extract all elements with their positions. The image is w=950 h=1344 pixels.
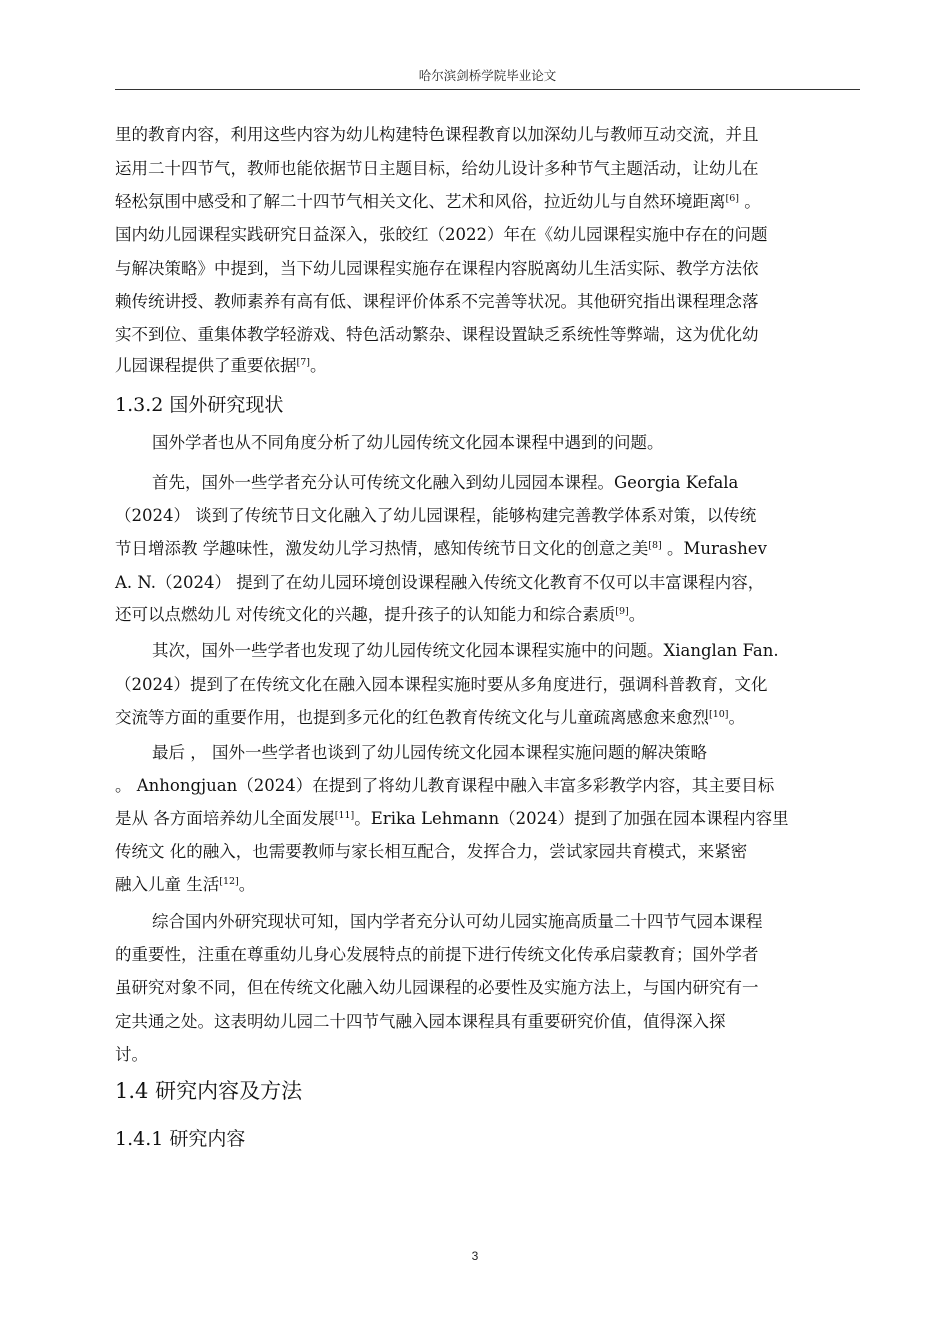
text-line: 国外学者也从不同角度分析了幼儿园传统文化园本课程中遇到的问题。 <box>152 433 664 452</box>
citation: [7] <box>296 357 310 368</box>
citation: [9] <box>615 606 629 617</box>
section-heading-1-4-1: 1.4.1 研究内容 <box>115 1128 246 1150</box>
text-line: 综合国内外研究现状可知，国内学者充分认可幼儿园实施高质量二十四节气园本课程 <box>152 912 763 931</box>
text-line: 讨。 <box>115 1045 148 1064</box>
section-heading-1-3-2: 1.3.2 国外研究现状 <box>115 394 284 416</box>
text-line: 运用二十四节气，教师也能依据节日主题目标，给幼儿设计多种节气主题活动，让幼儿在 <box>115 159 759 178</box>
text-line: 赖传统讲授、教师素养有高有低、课程评价体系不完善等状况。其他研究指出课程理念落 <box>115 292 759 311</box>
text-line: 最后 ， 国外一些学者也谈到了幼儿园传统文化园本课程实施问题的解决策略 <box>152 743 707 762</box>
text-line: 的重要性，注重在尊重幼儿身心发展特点的前提下进行传统文化传承启蒙教育；国外学者 <box>115 945 759 964</box>
text-line: 里的教育内容，利用这些内容为幼儿构建特色课程教育以加深幼儿与教师互动交流，并且 <box>115 125 759 144</box>
text-line: （2024）提到了在传统文化在融入园本课程实施时要从多角度进行，强调科普教育，文化 <box>115 675 768 694</box>
citation: [8] <box>648 540 662 551</box>
section-heading-1-4: 1.4 研究内容及方法 <box>115 1079 303 1103</box>
text-line: 。 Anhongjuan（2024）在提到了将幼儿教育课程中融入丰富多彩教学内容，其主要目标 <box>115 776 775 795</box>
text-line: 虽研究对象不同，但在传统文化融入幼儿园课程的必要性及实施方法上，与国内研究有一 <box>115 978 759 997</box>
text-line: 定共通之处。这表明幼儿园二十四节气融入园本课程具有重要研究价值，值得深入探 <box>115 1012 726 1031</box>
page-number: 3 <box>471 1249 479 1263</box>
text-line: 交流等方面的重要作用，也提到多元化的红色教育传统文化与儿童疏离感愈来愈烈[10]。 <box>115 708 746 727</box>
text-line: 首先，国外一些学者充分认可传统文化融入到幼儿园园本课程。Georgia Kefala <box>152 473 739 492</box>
text-line: 实不到位、重集体教学轻游戏、特色活动繁杂、课程设置缺乏系统性等弊端，这为优化幼 <box>115 325 759 344</box>
text-line: 融入儿童 生活[12]。 <box>115 875 256 894</box>
citation: [11] <box>334 810 355 821</box>
text-line: 传统文 化的融入，也需要教师与家长相互配合，发挥合力，尝试家园共育模式，来紧密 <box>115 842 748 861</box>
text-line: 是从 各方面培养幼儿全面发展[11]。Erika Lehmann（2024）提到了加强在园本课程内容里 <box>115 809 789 828</box>
citation: [6] <box>725 193 739 204</box>
text-line: 还可以点燃幼儿 对传统文化的兴趣，提升孩子的认知能力和综合素质[9]。 <box>115 605 646 624</box>
text-line: A. N.（2024） 提到了在幼儿园环境创设课程融入传统文化教育不仅可以丰富课程内容， <box>115 573 765 592</box>
text-line: 节日增添教 学趣味性，激发幼儿学习热情，感知传统节日文化的创意之美[8] 。Murashev <box>115 539 767 558</box>
text-line: 其次，国外一些学者也发现了幼儿园传统文化园本课程实施中的问题。Xianglan Fan. <box>152 641 779 660</box>
header-rule <box>115 89 860 90</box>
text-line: 与解决策略》中提到，当下幼儿园课程实施存在课程内容脱离幼儿生活实际、教学方法依 <box>115 259 759 278</box>
page-header: 哈尔滨剑桥学院毕业论文 <box>418 68 557 83</box>
text-line: （2024） 谈到了传统节日文化融入了幼儿园课程，能够构建完善教学体系对策，以传统 <box>115 506 757 525</box>
text-line: 儿园课程提供了重要依据[7]。 <box>115 356 327 375</box>
citation: [12] <box>219 876 239 887</box>
text-line: 国内幼儿园课程实践研究日益深入，张皎红（2022）年在《幼儿园课程实施中存在的问题 <box>115 225 768 244</box>
citation: [10] <box>709 709 729 720</box>
text-line: 轻松氛围中感受和了解二十四节气相关文化、艺术和风俗，拉近幼儿与自然环境距离[6] 。 <box>115 192 761 211</box>
